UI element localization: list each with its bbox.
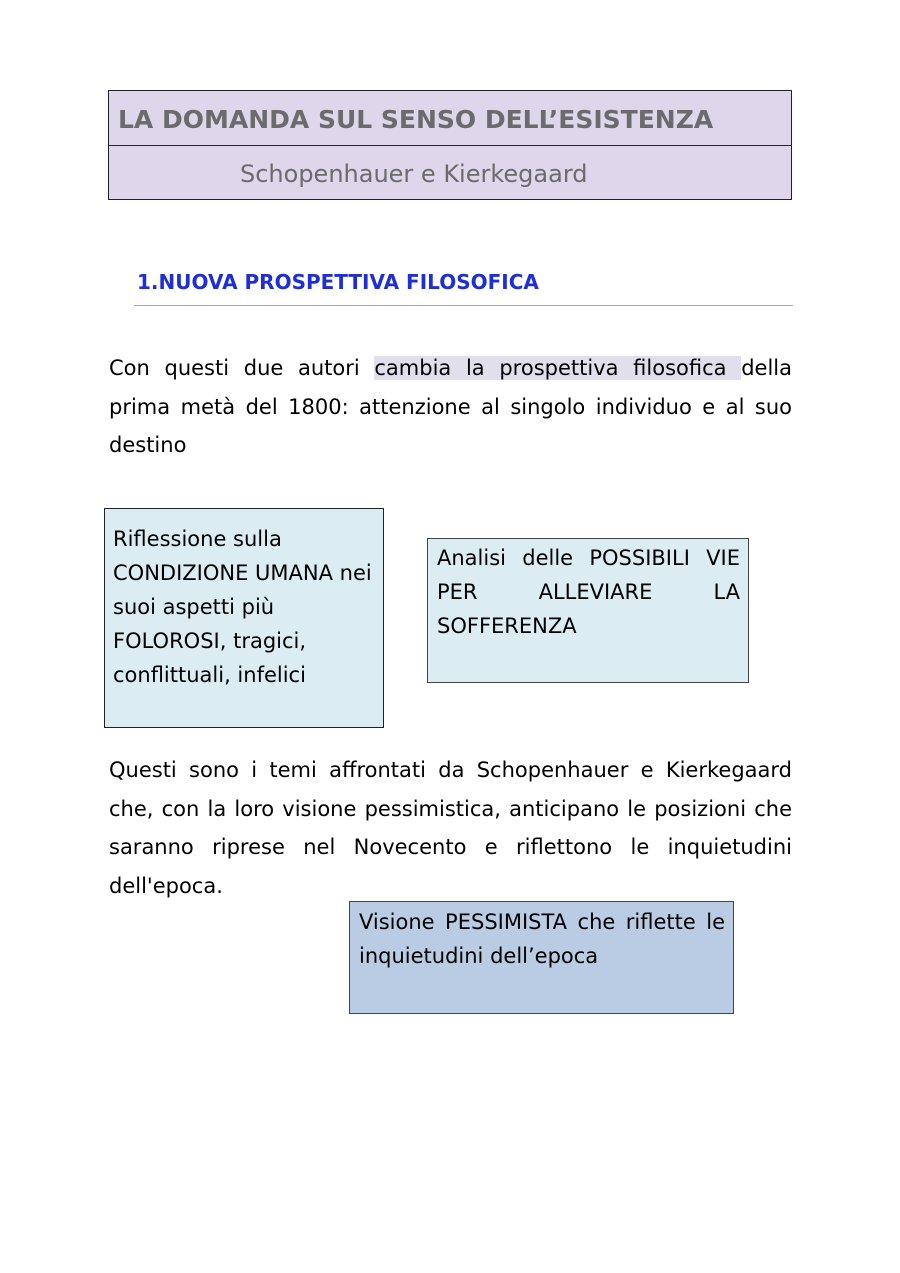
intro-text-start: Con questi due autori <box>109 356 375 380</box>
themes-paragraph: Questi sono i temi affrontati da Schopenhauer e Kierkegaard che, con la loro visione pessimistica, anticipano le posizioni che saranno riprese nel Novecento e riflettono le inquietudini dell'epoca. <box>109 758 792 898</box>
document-title: LA DOMANDA SUL SENSO DELL’ESISTENZA <box>109 91 791 146</box>
pessimist-vision-box: Visione PESSIMISTA che riflette le inquietudini dell’epoca <box>349 901 734 1014</box>
section-heading <box>134 268 793 306</box>
highlighted-phrase: cambia la prospettiva filosofica <box>374 356 742 380</box>
section-heading-text: 1.NUOVA PROSPETTIVA FILOSOFICA <box>137 270 539 294</box>
intro-paragraph <box>109 349 792 465</box>
title-box <box>108 90 792 200</box>
relief-paths-box: Analisi delle POSSIBILI VIE PER ALLEVIARE LA SOFFERENZA <box>427 538 749 683</box>
human-condition-box: Riflessione sulla CONDIZIONE UMANA nei suoi aspetti più FOLOROSI, tragici, conflittuali, infelici <box>104 508 384 728</box>
intro-text-end: della prima metà del 1800: attenzione al singolo individuo e al suo destino <box>109 356 792 457</box>
document-subtitle: Schopenhauer e Kierkegaard <box>240 160 588 188</box>
